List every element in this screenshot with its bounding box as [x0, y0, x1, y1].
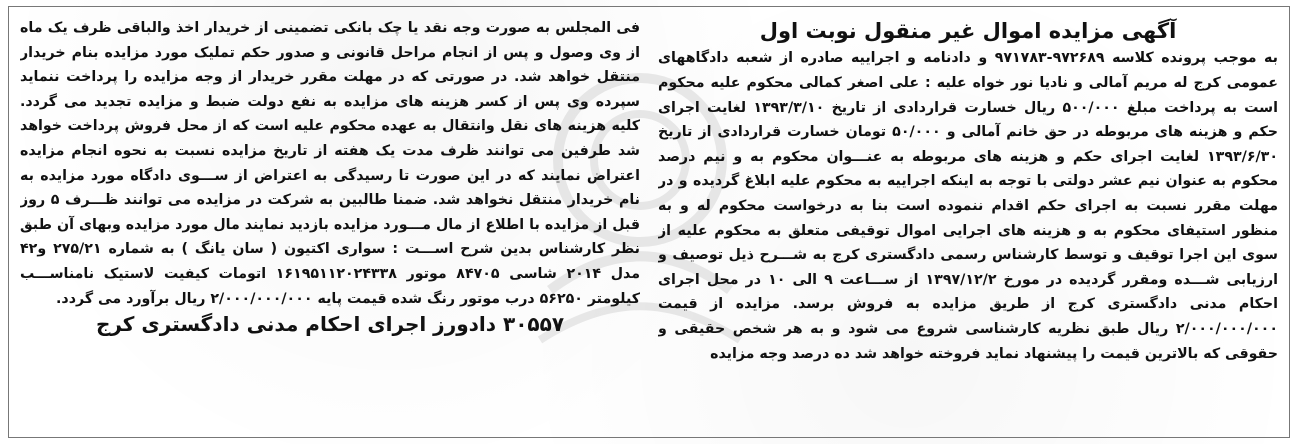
- notice-columns: [20, 16, 1278, 434]
- right-column-text: به موجب پرونده کلاسه ۹۷۲۶۸۹-۹۷۱۷۸۳ و دادنامه و اجراییه صادره از شعبه دادگاههای عمومی کرج له مریم آمالی و نادیا نور خواه علیه : علی اصغر کمالی محکوم علیه محکوم است به پرداخت مبلغ ۵۰۰/۰۰۰ ریال خسارت قراردادی از تاریخ ۱۳۹۳/۳/۱۰ لغایت اجرای حکم و هزینه های مربوطه در حق خانم آمالی و ۵۰/۰۰۰ تومان خسارت قراردادی از تاریخ ۱۳۹۳/۶/۳۰ لغایت اجرای حکم و هزینه های مربوطه به عنـــوان محکوم به و نیم درصد محکوم به عنوان نیم عشر دولتی با توجه به اینکه اجراییه به محکوم علیه ابلاغ گردیده و در مهلت مقرر نسبت به اجرای حکم اقدام ننموده است بنا به درخواست محکوم له و به منظور استیفای محکوم به و هزینه های اجرایی اموال توقیفی متعلق به محکوم علیه از سوی این اجرا توقیف و توسط کارشناس رسمی دادگستری کرج به شـــرح ذیل توصیف و ارزیابی شـــده ومقرر گردیده در مورخ ۱۳۹۷/۱۲/۲ از ســـاعت ۹ الی ۱۰ در محل اجرای احکام مدنی دادگستری کرج از طریق مزایده به فروش برسد. مزایده از قیمت ۲/۰۰۰/۰۰۰/۰۰۰ ریال طبق نظریه کارشناسی شروع می شود و به هر شخص حقیقی و حقوقی که بالاترین قیمت را پیشنهاد نماید فروخته خواهد شد ده درصد وجه مزایده: [658, 50, 1278, 362]
- right-column: [658, 16, 1278, 434]
- notice-title: آگهی مزایده اموال غیر منقول نوبت اول: [759, 19, 1177, 43]
- left-column-text: فی المجلس به صورت وجه نقد یا چک بانکی تضمینی از خریدار اخذ والباقی ظرف یک ماه از وی وصول و پس از انجام مراحل قانونی و صدور حکم تملیک مورد مزایده بنام خریدار منتقل خواهد شد. در صورتی که در مهلت مقرر خریدار از وجه مزایده را پرداخت ننماید سپرده وی پس از کسر هزینه های مزایده به نفع دولت ضبط و مزایده تجدید می گردد. کلیه هزینه های نقل وانتقال به عهده محکوم علیه است که از محل فروش پرداخت خواهد شد طرفین می توانند ظرف مدت یک هفته از تاریخ مزایده نسبت به نحوه انجام مزایده اعتراض نمایند که در این صورت تا رسیدگی به اعتراض از ســـوی دادگاه مورد مزایده به نام خریدار منتقل نخواهد شد. ضمنا طالبین به شرکت در مزایده می توانند ظـــرف ۵ روز قبل از مزایده با اطلاع از مال مـــورد مزایده بازدید نمایند مال مورد مزایده وبهای آن طبق نظر کارشناس بدین شرح اســـت : سواری اکتیون ( سان یانگ ) به شماره ۲۷۵/۲۱ و۴۲ مدل ۲۰۱۴ شاسی ۸۴۷۰۵ موتور ۱۶۱۹۵۱۱۲۰۲۴۳۳۸ اتومات کیفیت لاستیک نامناســـب کیلومتر ۵۶۲۵۰ درب موتور رنگ شده قیمت پایه ۲/۰۰۰/۰۰۰/۰۰۰ ریال برآورد می گردد.: [20, 20, 640, 307]
- signature-line: ۳۰۵۵۷ دادورز اجرای احکام مدنی دادگستری کرج: [95, 312, 565, 337]
- left-column: [20, 16, 640, 434]
